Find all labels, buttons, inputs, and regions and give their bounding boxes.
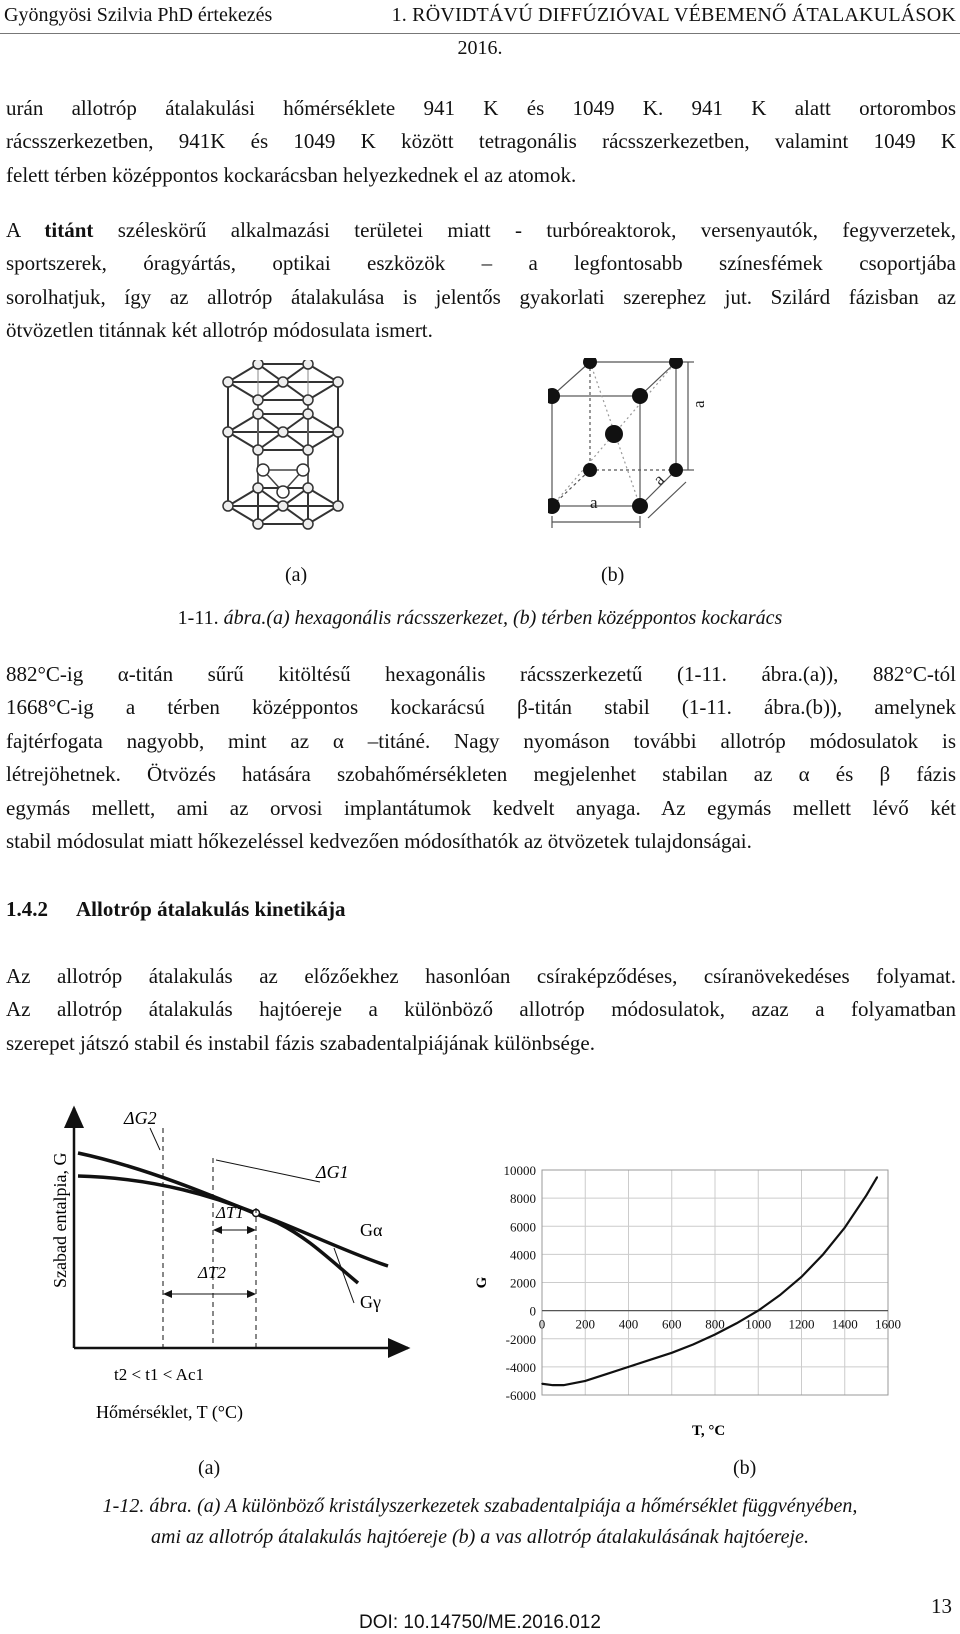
paragraph-line: 882°C-ig α-titán sűrű kitöltésű hexagonális rácsszerkezetű (1-11. ábra.(a)), 882°C-tól [6, 662, 956, 686]
section-number: 1.4.2 [6, 897, 48, 921]
paragraph-line: szerepet játszó stabil és instabil fázis szabadentalpiájának különbsége. [6, 1030, 595, 1055]
figure2-label-a: (a) [198, 1457, 221, 1479]
figure2-label-b: (b) [733, 1457, 757, 1479]
x-tick-label: 1200 [788, 1316, 815, 1332]
paragraph-line: rácsszerkezetben, 941K és 1049 K között tetragonális rácsszerkezetben, valamint 1049 K [6, 129, 956, 154]
data-point [552, 1384, 554, 1386]
data-point [844, 1227, 846, 1229]
paragraph-line: sorolhatjuk, így az allotróp átalakulása is jelentős gyakorlati szerephez jut. Szilárd fázisban az [6, 284, 956, 309]
section-title: Allotróp átalakulás kinetikája [76, 897, 346, 921]
y-tick-label: -2000 [505, 1331, 536, 1347]
figure1-label-b: (b) [601, 564, 625, 586]
free-enthalpy-diagram [48, 1098, 418, 1443]
hexagonal-lattice-figure [218, 360, 348, 535]
caption-line: 1-12. ábra. (a) A különböző kristályszerkezetek szabadentalpiája a hőmérséklet függvényében, [102, 1495, 858, 1517]
data-point [876, 1176, 878, 1178]
section-heading [6, 897, 346, 922]
x-tick-label: 1400 [831, 1316, 858, 1332]
figure1-label-a: (a) [285, 564, 308, 586]
delta-t1-label: ΔT1 [216, 1203, 244, 1222]
paragraph-line: sportszerek, óragyártás, optikai eszközök – a legfontosabb színesfémek csoportjába [6, 251, 956, 276]
data-point [801, 1276, 803, 1278]
y-axis-label: Szabad entalpia, G [50, 1152, 70, 1288]
paragraph-line: stabil módosulat miatt hőkezeléssel kedvezően módosíthatók az ötvözetek tulajdonságai. [6, 829, 752, 854]
x-tick-label: 1000 [745, 1316, 772, 1332]
y-tick-label: 10000 [503, 1163, 536, 1178]
header-chapter: 1. RÖVIDTÁVÚ DIFFÚZIÓVAL VÉBEMENŐ ÁTALAKULÁSOK [391, 4, 956, 26]
paragraph-line: 1668°C-ig a térben középpontos kockarácsú β-titán stabil (1-11. ábra.(b)), amelynek [6, 695, 956, 720]
y-tick-label: 8000 [510, 1191, 536, 1207]
paragraph-line: Az allotróp átalakulás az előzőekhez hasonlóan csíraképződéses, csíranövekedéses folyamat. [6, 964, 956, 988]
paragraph-line: egymás mellett, ami az orvosi implantátumok kedvelt anyaga. Az egymás mellett lévő két [6, 795, 956, 820]
data-point [736, 1322, 738, 1324]
g-alpha-label: Gα [360, 1220, 383, 1240]
dimension-label-a: a [649, 470, 669, 489]
data-point [757, 1310, 759, 1312]
caption-number: 1-11. [177, 607, 224, 629]
header-rule [0, 33, 960, 34]
chart-x-axis-label: T, °C [692, 1423, 726, 1439]
caption-line: ami az allotróp átalakulás hajtóereje (b) a vas allotróp átalakulásának hajtóereje. [151, 1526, 809, 1548]
doi: DOI: 10.14750/ME.2016.012 [359, 1612, 601, 1633]
chart-series [538, 1176, 878, 1386]
y-tick-label: 6000 [510, 1219, 536, 1235]
y-tick-label: 4000 [510, 1247, 536, 1263]
paragraph-line: felett térben középpontos kockarácsban helyezkednek el az atomok. [6, 162, 577, 187]
dimension-label-a: a [590, 493, 598, 512]
text-run: A [6, 218, 45, 242]
bcc-lattice-figure [548, 358, 718, 538]
data-point [822, 1254, 824, 1256]
paragraph-line: létrejöhetnek. Ötvözés hatására szobahőmérsékleten megjelenhet stabilan az α és β fázis [6, 762, 956, 787]
header-author: Gyöngyösi Szilvia PhD értekezés [4, 4, 273, 26]
x-tick-label: 600 [662, 1316, 682, 1332]
paragraph-uranium [6, 92, 956, 192]
x-axis-label: Hőmérséklet, T (°C) [96, 1402, 244, 1422]
header-year: 2016. [457, 37, 503, 59]
data-point [563, 1384, 565, 1386]
y-tick-label: 2000 [510, 1275, 536, 1291]
paragraph-line [6, 214, 956, 247]
x-tick-label: 1600 [875, 1316, 901, 1332]
data-point [649, 1359, 651, 1361]
delta-t2-label: ΔT2 [198, 1263, 226, 1282]
delta-g1-label: ΔG1 [316, 1162, 349, 1182]
iron-driving-force-chart [470, 1152, 930, 1452]
delta-g2-label: ΔG2 [124, 1108, 157, 1128]
data-point [714, 1334, 716, 1336]
data-point [628, 1366, 630, 1368]
data-point [779, 1294, 781, 1296]
chart-y-axis-label: G [474, 1276, 490, 1289]
chart-grid [542, 1170, 888, 1395]
dimension-label-a: a [689, 400, 708, 408]
g-gamma-label: Gγ [360, 1292, 381, 1312]
y-tick-label: 0 [529, 1303, 536, 1319]
x-tick-label: 0 [538, 1316, 546, 1332]
paragraph-line: Az allotróp átalakulás hajtóereje a különböző allotróp módosulatok, azaz a folyamatban [6, 997, 956, 1022]
data-point [541, 1383, 543, 1385]
caption-text: ábra.(a) hexagonális rácsszerkezet, (b) térben középpontos kockarács [223, 607, 783, 629]
data-point [606, 1373, 608, 1375]
figure1-caption [0, 607, 960, 630]
page-number: 13 [931, 1594, 952, 1618]
paragraph-titanium-phases [6, 658, 956, 858]
paragraph-titanium [6, 214, 956, 348]
data-point [671, 1352, 673, 1354]
paragraph-line: ötvözetlen titánnak két allotróp módosulata ismert. [6, 318, 433, 343]
paragraph-kinetics [6, 960, 956, 1060]
x-tick-label: 400 [618, 1316, 639, 1332]
series-line [542, 1177, 877, 1385]
data-point [693, 1344, 695, 1346]
paragraph-line: fajtérfogata nagyobb, mint az α –titáné. Nagy nyomáson további allotróp módosulatok is [6, 728, 956, 753]
y-tick-label: -6000 [505, 1388, 536, 1403]
x-tick-label: 800 [705, 1316, 725, 1332]
figure2-caption [0, 1491, 960, 1553]
data-point [866, 1195, 868, 1197]
bold-term: titánt [44, 218, 94, 242]
text-run: széleskörű alkalmazási területei miatt - turbóreaktorok, versenyautók, fegyverzetek, [93, 218, 956, 242]
temperature-relation: t2 < t1 < Ac1 [114, 1365, 205, 1384]
paragraph-line: urán allotróp átalakulási hőmérséklete 941 K és 1049 K. 941 K alatt ortorombos [6, 96, 956, 120]
data-point [584, 1380, 586, 1382]
x-tick-label: 200 [575, 1316, 595, 1332]
y-tick-label: -4000 [505, 1359, 536, 1375]
